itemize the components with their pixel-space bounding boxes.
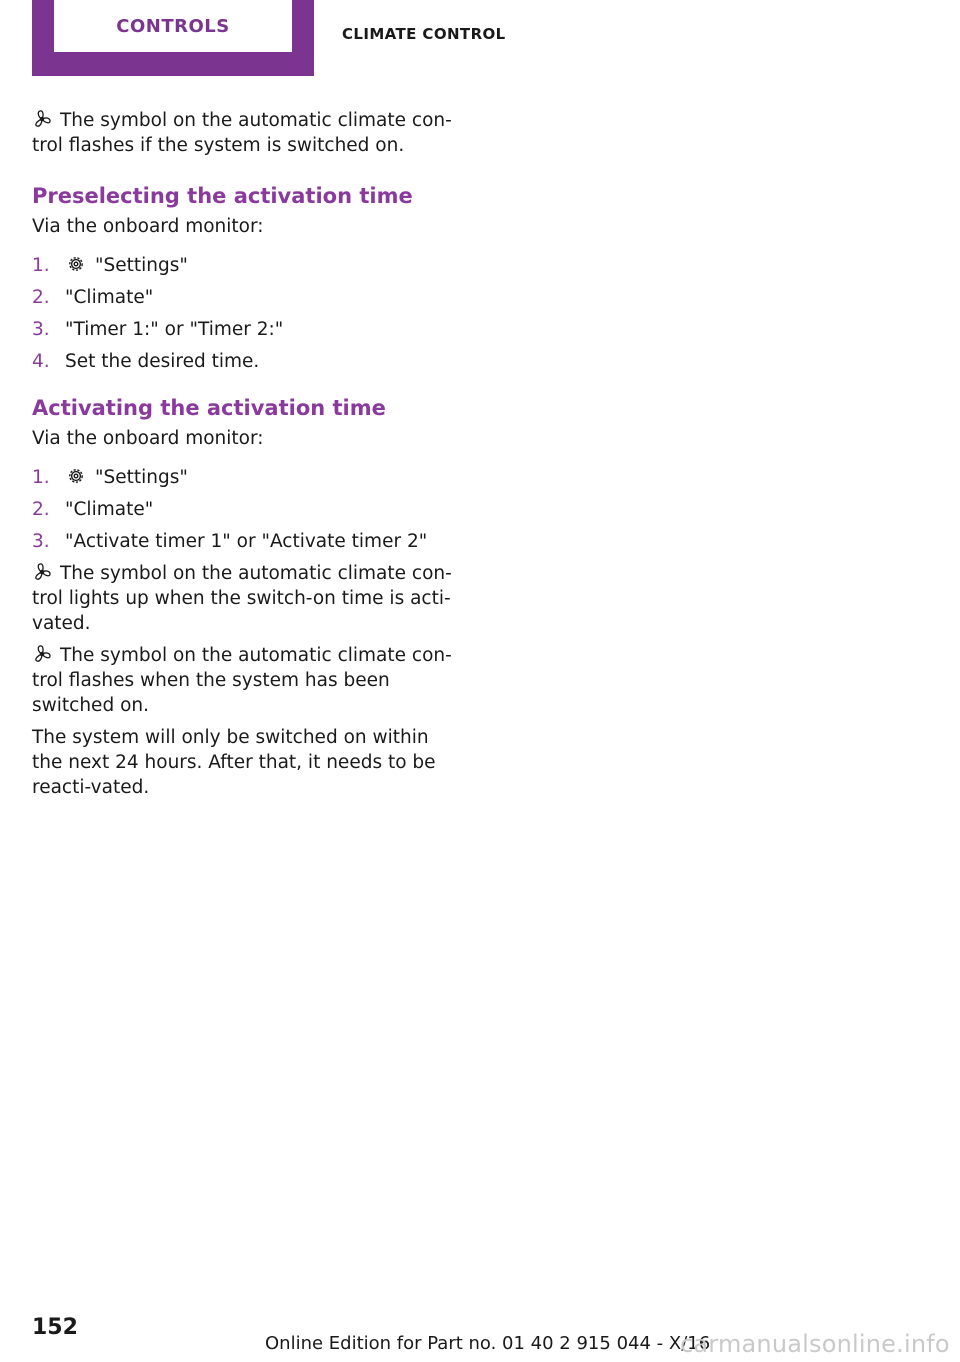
- intro-text: The symbol on the automatic climate con-trol flashes if the system is switched on.: [32, 110, 452, 156]
- list-item: [32, 465, 452, 490]
- section-tab-inner: [54, 0, 292, 52]
- section-tab: [32, 0, 314, 76]
- preselect-heading: Preselecting the activation time: [32, 184, 413, 208]
- step-text: [65, 465, 188, 490]
- edition-note: Online Edition for Part no. 01 40 2 915 044 - X/16: [265, 1333, 711, 1354]
- gear-icon: [65, 465, 87, 487]
- step-label: "Settings": [95, 255, 188, 276]
- note-lights-up: [32, 561, 452, 636]
- list-item: [32, 285, 452, 310]
- watermark: carmanualsonline.info: [680, 1330, 950, 1358]
- activate-heading: Activating the activation time: [32, 396, 386, 420]
- fan-icon: [32, 644, 52, 664]
- list-item: [32, 317, 452, 342]
- preselect-lead: Via the onboard monitor:: [32, 216, 264, 237]
- chapter-label: CLIMATE CONTROL: [342, 25, 506, 43]
- step-number: 1.: [32, 467, 50, 488]
- fan-icon: [32, 109, 52, 129]
- step-text: "Timer 1:" or "Timer 2:": [65, 319, 284, 340]
- step-number: 1.: [32, 255, 50, 276]
- activate-lead: Via the onboard monitor:: [32, 428, 264, 449]
- list-item: [32, 529, 452, 554]
- page-content: [32, 108, 452, 800]
- intro-paragraph: [32, 108, 452, 158]
- note-24-hours: The system will only be switched on within the next 24 hours. After that, it needs to be reacti-vated.: [32, 727, 436, 798]
- step-text: "Activate timer 1" or "Activate timer 2": [65, 531, 428, 552]
- section-label: CONTROLS: [116, 15, 230, 37]
- activate-steps: [32, 465, 452, 554]
- step-text: [65, 253, 188, 278]
- list-item: [32, 349, 452, 374]
- gear-icon: [65, 253, 87, 275]
- step-number: 3.: [32, 531, 50, 552]
- note-flashes: [32, 643, 452, 718]
- step-text: Set the desired time.: [65, 351, 260, 372]
- list-item: [32, 253, 452, 278]
- note-text: The symbol on the automatic climate con-trol flashes when the system has been switched on.: [32, 645, 452, 716]
- step-label: "Settings": [95, 467, 188, 488]
- page-number: 152: [32, 1315, 78, 1340]
- note-text: The symbol on the automatic climate con-trol lights up when the switch-on time is acti-vated.: [32, 563, 452, 634]
- fan-icon: [32, 562, 52, 582]
- list-item: [32, 497, 452, 522]
- step-text: "Climate": [65, 499, 154, 520]
- step-number: 3.: [32, 319, 50, 340]
- preselect-steps: [32, 253, 452, 374]
- step-number: 2.: [32, 287, 50, 308]
- step-number: 2.: [32, 499, 50, 520]
- step-number: 4.: [32, 351, 50, 372]
- step-text: "Climate": [65, 287, 154, 308]
